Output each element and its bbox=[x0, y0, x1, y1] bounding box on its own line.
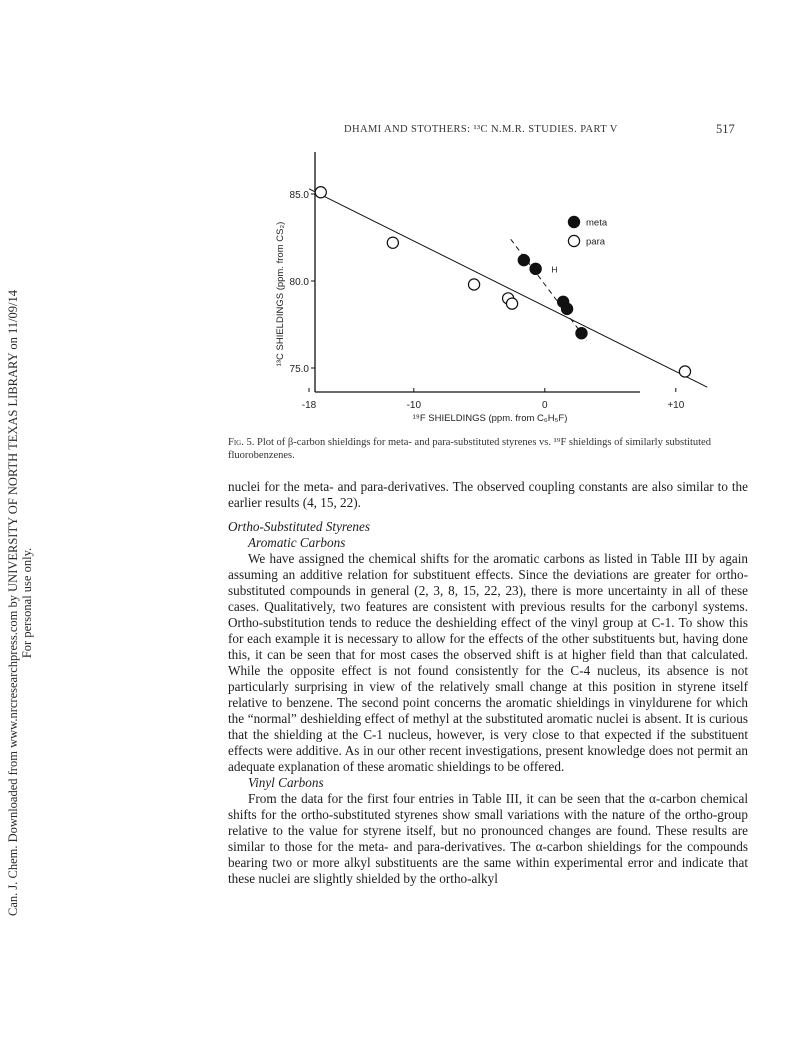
point-meta bbox=[518, 255, 529, 266]
fit-lines bbox=[309, 189, 707, 387]
x-tick-label: -10 bbox=[406, 400, 422, 411]
point-meta bbox=[530, 263, 541, 274]
figure-5-chart bbox=[0, 0, 812, 430]
chart-axes bbox=[309, 152, 676, 392]
legend-label-meta: meta bbox=[586, 217, 608, 229]
y-tick-label: 85.0 bbox=[289, 190, 309, 201]
figure-caption bbox=[228, 436, 748, 462]
page-number: 517 bbox=[716, 122, 735, 136]
point-para bbox=[387, 237, 398, 248]
chart-legend bbox=[568, 216, 607, 247]
paragraph: nuclei for the meta- and para-derivatives. The observed coupling constants are also similar to the earlier results (4, 15, 22). bbox=[228, 479, 748, 510]
y-tick-label: 80.0 bbox=[289, 277, 309, 288]
x-tick-label: -18 bbox=[301, 400, 317, 411]
section-heading: Ortho-Substituted Styrenes bbox=[228, 519, 370, 534]
fit-line-para bbox=[309, 189, 707, 387]
y-tick-label: 75.0 bbox=[289, 364, 309, 375]
watermark-line-1: Can. J. Chem. Downloaded from www.nrcresearchpress.com by UNIVERSITY OF NORTH TEXAS LIBRARY on 11/09/14 bbox=[6, 290, 20, 916]
legend-label-para: para bbox=[586, 236, 606, 248]
caption-lead: Fig. 5. bbox=[228, 437, 255, 448]
legend-marker-para bbox=[568, 235, 579, 246]
point-para bbox=[506, 298, 517, 309]
body-text bbox=[228, 479, 748, 887]
legend-marker-meta bbox=[568, 216, 579, 227]
x-tick-label: 0 bbox=[542, 400, 548, 411]
point-para bbox=[315, 187, 326, 198]
subsection-heading: Aromatic Carbons bbox=[248, 535, 346, 550]
caption-text: Plot of β-carbon shieldings for meta- and para-substituted styrenes vs. ¹⁹F shieldings of similarly substituted fluorobenzenes. bbox=[228, 437, 711, 461]
x-axis-label: ¹⁹F SHIELDINGS (ppm. from C₆H₅F) bbox=[412, 413, 568, 424]
y-axis-label: ¹³C SHIELDINGS (ppm. from CS₂) bbox=[275, 221, 286, 367]
point-meta bbox=[576, 328, 587, 339]
watermark-line-2: For personal use only. bbox=[20, 547, 34, 659]
chart-labels bbox=[275, 190, 685, 424]
x-tick-label: +10 bbox=[667, 400, 685, 411]
point-para bbox=[679, 366, 690, 377]
paragraph: We have assigned the chemical shifts for the aromatic carbons as listed in Table III by again assuming an additive relation for substituent effects. Since the deviations are greater for ortho-substituted compounds in general (2, 3, 8, 15, 22, 23), there is more uncertainty in all of these cases. Qualitatively, two features are consistent with previous results for the carbonyl systems. Ortho-substitution tends to reduce the deshielding effect of the vinyl group at C-1. To show this for each example it is necessary to allow for the effects of the other substituents but, having done this, it can be seen that for most cases the observed shift is at higher field than that calculated. While the opposite effect is not found consistently for the C-4 nucleus, its absence is not particularly surprising in view of the relatively small change at this position in styrene itself relative to benzene. The second point concerns the aromatic shieldings in vinyldurene for which the “normal” deshielding effect of methyl at the substituted aromatic nuclei is absent. It is curious that the shielding at the C-1 nucleus, however, is very close to that expected if the substituent effects were additive. As in our other recent investigations, present knowledge does not permit an adequate explanation of these aromatic shieldings to be offered. bbox=[228, 551, 748, 774]
point-para bbox=[468, 279, 479, 290]
running-head: DHAMI AND STOTHERS: ¹³C N.M.R. STUDIES. PART V bbox=[344, 124, 618, 135]
data-points bbox=[315, 187, 690, 377]
paragraph: From the data for the first four entries in Table III, it can be seen that the α-carbon chemical shifts for the ortho-substituted styrenes show small variations with the nature of the ortho-group relative to the value for styrene itself, but no pronounced changes are found. These results are similar to those for the meta- and para-derivatives. The α-carbon shieldings for the compounds bearing two or more alkyl substituents are the same within experimental error and indicate that these nuclei are slightly shielded by the ortho-alkyl bbox=[228, 791, 748, 886]
point-annotation: H bbox=[551, 264, 558, 275]
subsection-heading: Vinyl Carbons bbox=[248, 775, 324, 790]
point-meta bbox=[561, 303, 572, 314]
